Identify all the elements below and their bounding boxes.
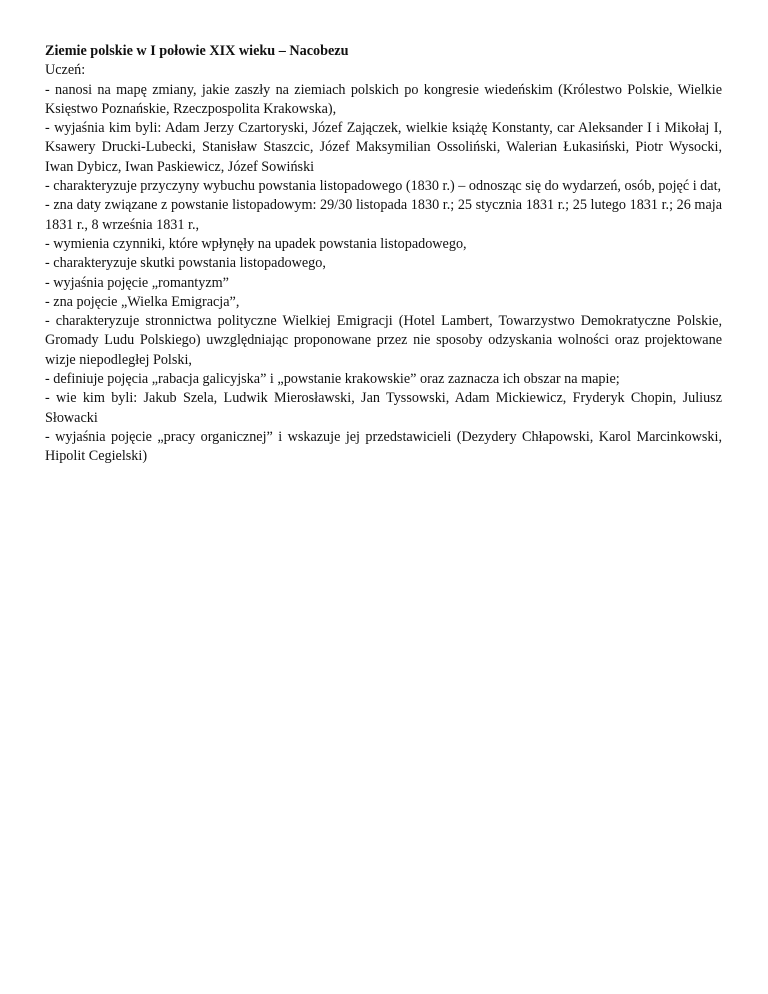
- document-page: [45, 42, 722, 467]
- list-item: - charakteryzuje przyczyny wybuchu powstania listopadowego (1830 r.) – odnosząc się do wydarzeń, osób, pojęć i dat,: [45, 178, 722, 195]
- list-item: - charakteryzuje skutki powstania listopadowego,: [45, 255, 326, 272]
- list-item: - zna daty związane z powstanie listopadowym: 29/30 listopada 1830 r.; 25 stycznia 1831 r.; 25 lutego 1831 r.; 26 maja 1831 r., 8 września 1831 r.,: [45, 197, 722, 233]
- document-subtitle: Uczeń:: [45, 62, 86, 79]
- list-item: - definiuje pojęcia „rabacja galicyjska” i „powstanie krakowskie” oraz zaznacza ich obszar na mapie;: [45, 371, 620, 388]
- list-item: - nanosi na mapę zmiany, jakie zaszły na ziemiach polskich po kongresie wiedeńskim (Królestwo Polskie, Wielkie Księstwo Poznańskie, Rzeczpospolita Krakowska),: [45, 81, 722, 117]
- list-item: - wyjaśnia kim byli: Adam Jerzy Czartoryski, Józef Zajączek, wielkie książę Konstanty, car Aleksander I i Mikołaj I, Ksawery Drucki-Lubecki, Stanisław Staszcic, Józef Maksymilian Ossoliński, Walerian Łukasiński, Piotr Wysocki, Iwan Dybicz, Iwan Paskiewicz, Józef Sowiński: [45, 120, 722, 175]
- list-item: - zna pojęcie „Wielka Emigracja”,: [45, 293, 240, 310]
- document-title: Ziemie polskie w I połowie XIX wieku – Nacobezu: [45, 43, 349, 59]
- list-item: - wyjaśnia pojęcie „romantyzm”: [45, 274, 229, 291]
- list-item: - wyjaśnia pojęcie „pracy organicznej” i wskazuje jej przedstawicieli (Dezydery Chłapowski, Karol Marcinkowski, Hipolit Cegielski): [45, 428, 722, 465]
- list-item: - wie kim byli: Jakub Szela, Ludwik Mierosławski, Jan Tyssowski, Adam Mickiewicz, Fryderyk Chopin, Juliusz Słowacki: [45, 390, 722, 426]
- list-item: - charakteryzuje stronnictwa polityczne Wielkiej Emigracji (Hotel Lambert, Towarzystwo Demokratyczne Polskie, Gromady Ludu Polskiego) uwzględniając proponowane przez nie sposoby odzyskania wolności oraz projektowane wizje niepodległej Polski,: [45, 313, 722, 368]
- list-item: - wymienia czynniki, które wpłynęły na upadek powstania listopadowego,: [45, 235, 467, 252]
